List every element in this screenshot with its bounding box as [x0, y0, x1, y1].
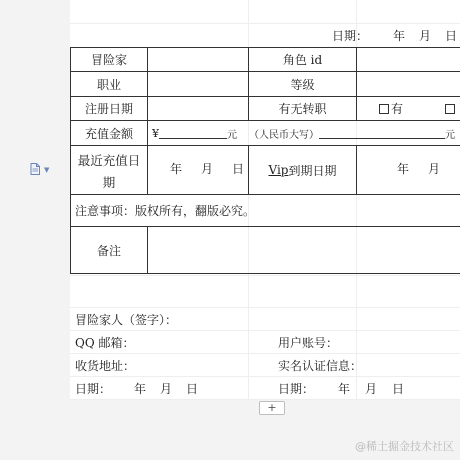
yen-symbol: ¥	[152, 126, 159, 140]
chevron-down-icon[interactable]: ▼	[44, 166, 50, 174]
label-remarks: 备注	[96, 243, 121, 258]
label-last-recharge-date: 最近充值日 期	[77, 153, 141, 190]
watermark: @稀土掘金技术社区	[355, 440, 454, 453]
remarks-field[interactable]	[148, 227, 460, 273]
label-recharge-amount: 充值金额	[84, 126, 133, 141]
footer-month-2: 月	[365, 382, 378, 396]
footer-day-1: 日	[186, 382, 199, 396]
label-transfer: 有无转职	[278, 102, 327, 116]
footer-year-2: 年	[338, 382, 351, 396]
vip-expire-year: 年	[397, 162, 410, 176]
last-recharge-day: 日	[232, 162, 245, 176]
label-role-id: 角色 id	[282, 53, 323, 67]
yuan-tail: 元	[445, 129, 455, 141]
user-account-label: 用户账号：	[278, 336, 339, 350]
document-sheet	[70, 0, 460, 400]
last-recharge-year: 年	[170, 162, 183, 176]
realname-label: 实名认证信息：	[278, 359, 363, 373]
last-recharge-month: 月	[201, 162, 214, 176]
label-vip-expire: Vip 到期日期	[268, 163, 337, 178]
recharge-amount-field[interactable]	[152, 121, 455, 145]
top-date-label: 日期：	[332, 29, 369, 43]
top-date-year: 年	[393, 29, 406, 43]
yuan-unit: 元	[227, 129, 237, 141]
label-level: 等级	[290, 77, 315, 92]
checkbox-icon[interactable]	[445, 104, 455, 114]
footer-date-label-2: 日期：	[278, 382, 315, 396]
vip-expire-month: 月	[428, 162, 441, 176]
shipping-address-label: 收货地址：	[75, 359, 136, 373]
signature-label: 冒险家人（签字）：	[75, 313, 178, 327]
qq-email-label: QQ 邮箱：	[75, 336, 135, 350]
add-row-button[interactable]: +	[259, 401, 285, 415]
label-job: 职业	[96, 77, 121, 92]
rmb-caps-label: （人民币大写）	[249, 129, 319, 141]
footer-day-2: 日	[392, 382, 405, 396]
label-reg-date: 注册日期	[84, 102, 133, 116]
notice-text: 注意事项：版权所有，翻版必究。	[75, 204, 256, 218]
top-date-month: 月	[419, 29, 432, 43]
footer-date-label: 日期：	[75, 382, 112, 396]
checkbox-has[interactable]: 有	[379, 97, 403, 120]
checkbox-icon[interactable]	[379, 104, 389, 114]
checkbox-none[interactable]	[445, 97, 457, 120]
label-adventurer: 冒险家	[90, 53, 127, 67]
footer-year-1: 年	[134, 382, 147, 396]
footer-month-1: 月	[160, 382, 173, 396]
top-date-day: 日	[445, 29, 458, 43]
document-icon[interactable]	[30, 163, 40, 175]
